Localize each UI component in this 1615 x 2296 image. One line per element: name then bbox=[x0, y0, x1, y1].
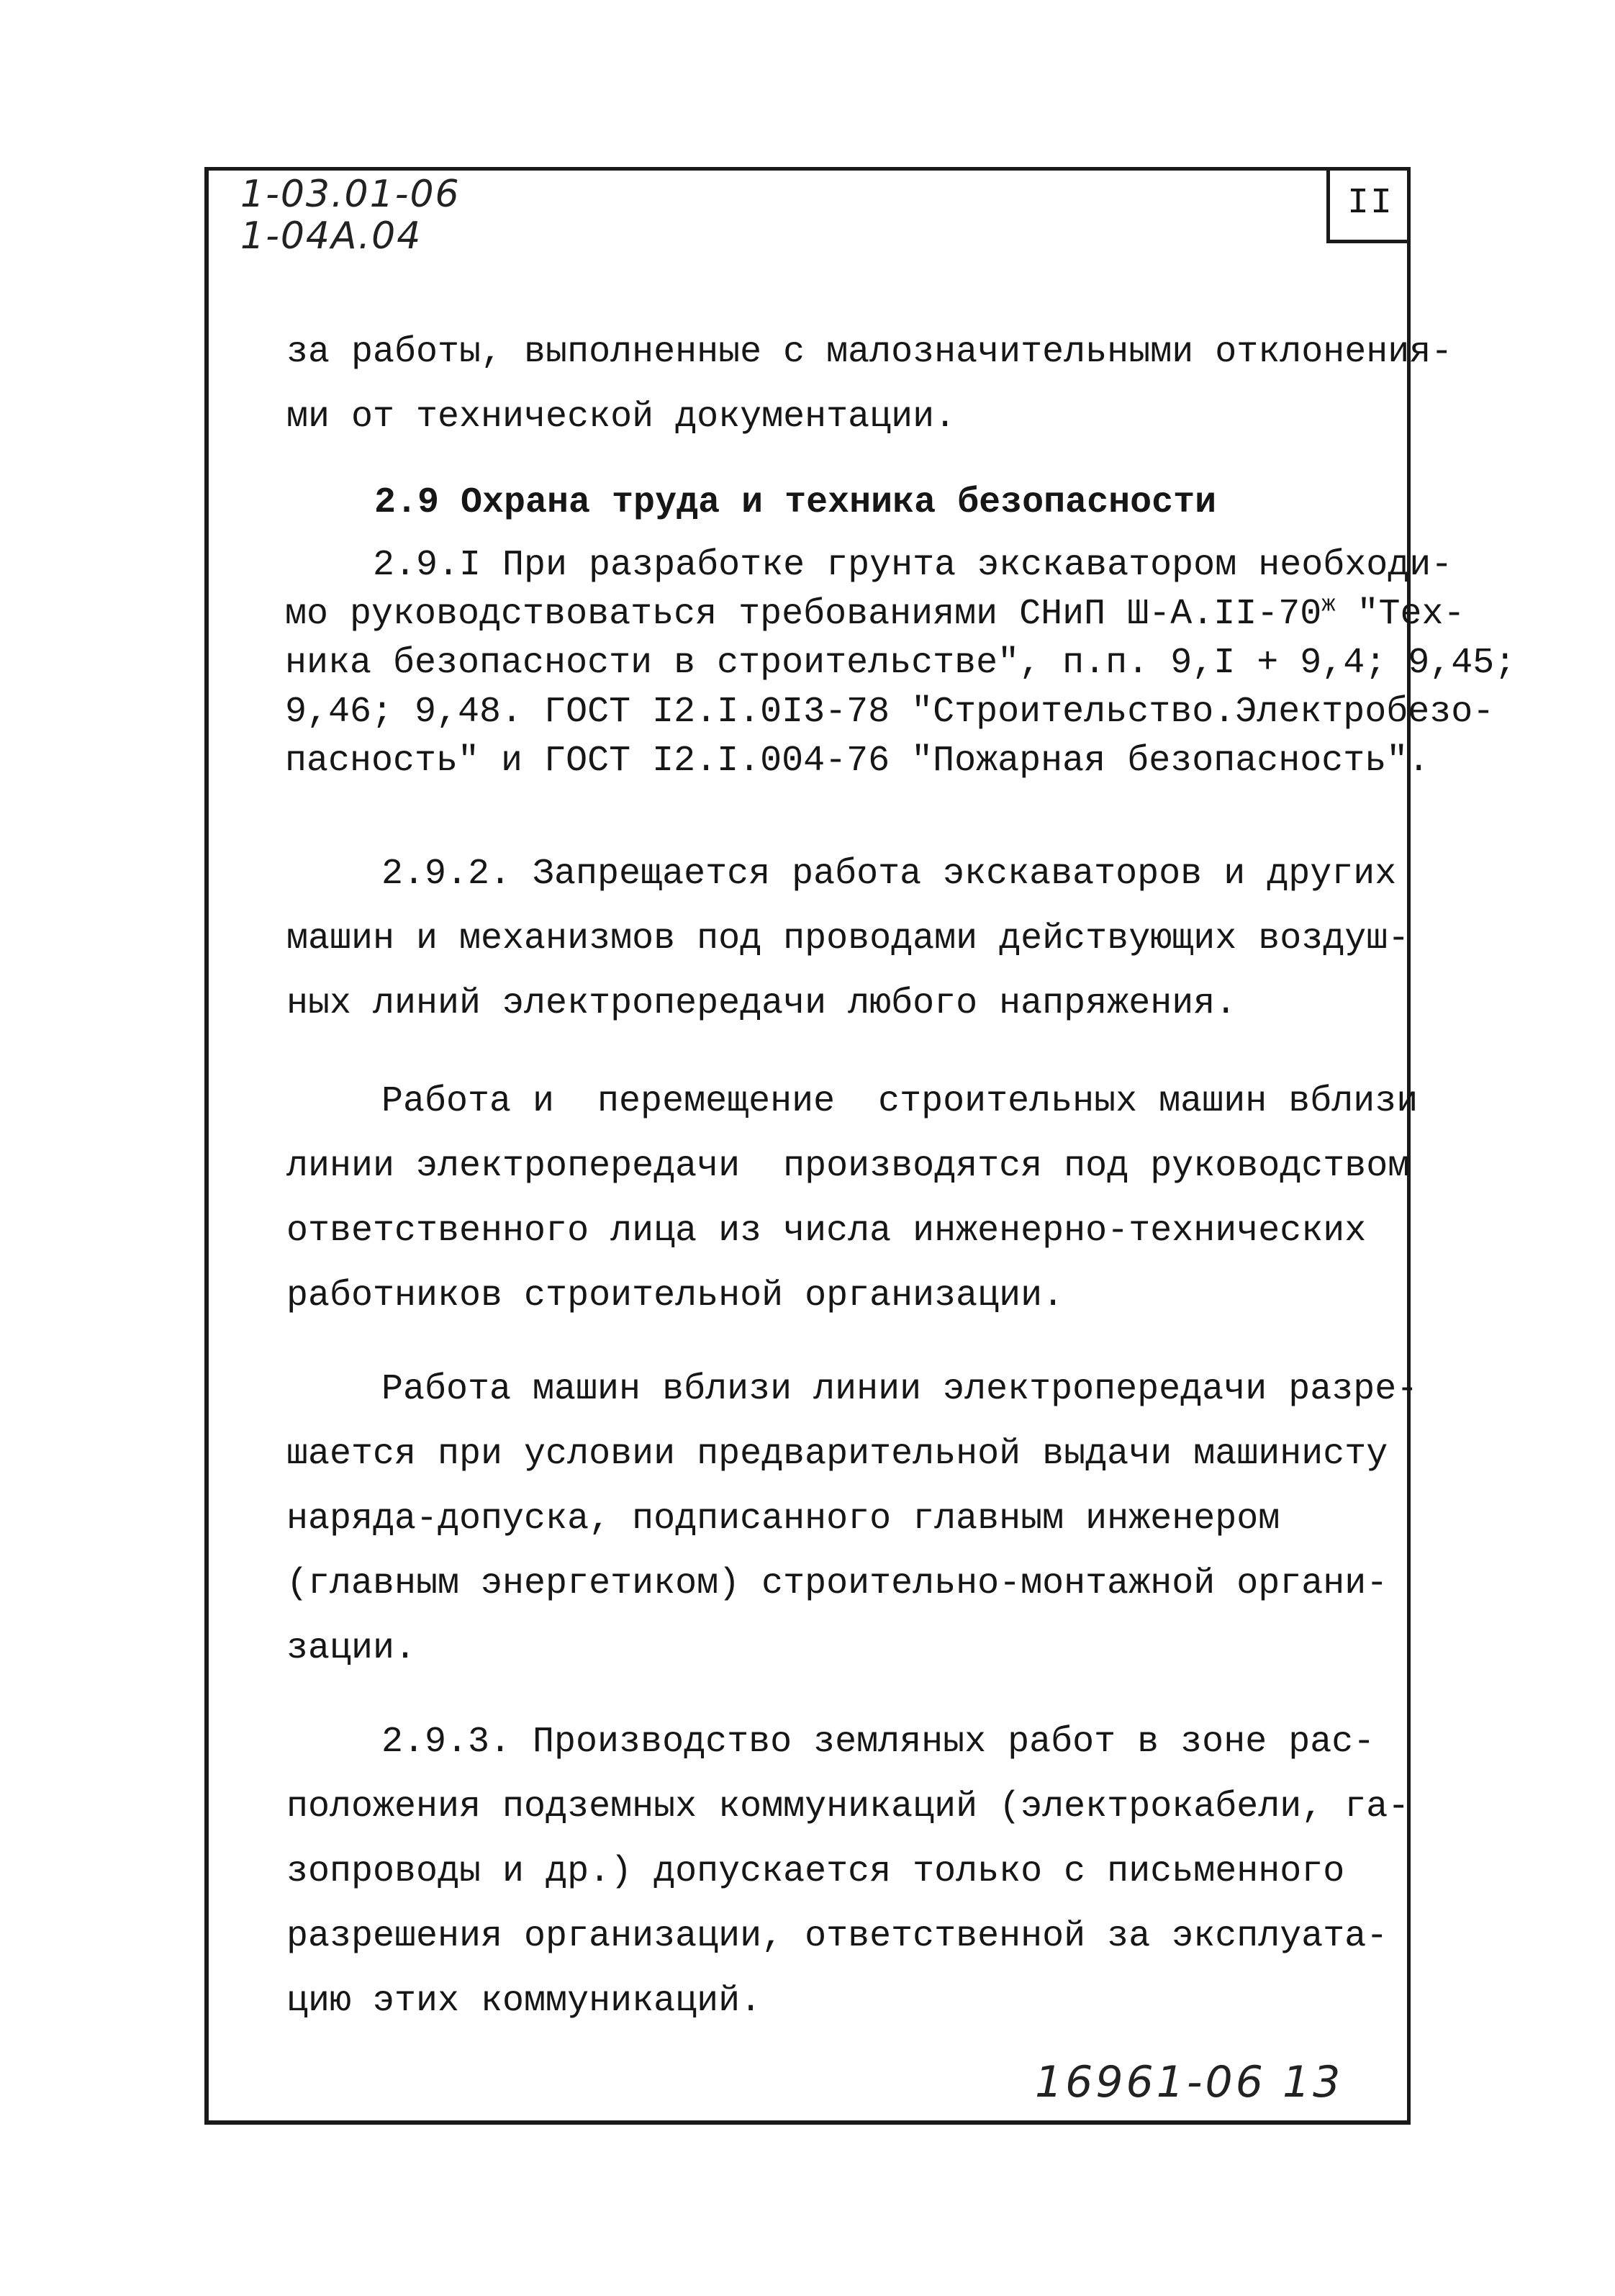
text-line: 9,46; 9,48. ГОСТ I2.I.0I3-78 "Строительство.Электробезо- bbox=[285, 692, 1495, 733]
text-line: зации. bbox=[286, 1628, 417, 1669]
text-line: за работы, выполненные с малозначительными отклонения- bbox=[286, 332, 1453, 373]
text-line: ми от технической документации. bbox=[286, 397, 956, 438]
text-line: мо руководствоваться требованиями СНиП Ш-А.II-70 bbox=[285, 594, 1322, 635]
text-line: Работа машин вблизи линии электропередачи разре- bbox=[381, 1369, 1419, 1410]
text-line: разрешения организации, ответственной за эксплуата- bbox=[286, 1916, 1388, 1957]
text-line: ника безопасности в строительстве", п.п. 9,I + 9,4; 9,45; bbox=[285, 643, 1516, 684]
text-line-tail: "Тех- bbox=[1335, 594, 1465, 635]
section-heading: 2.9 Охрана труда и техника безопасности bbox=[374, 482, 1217, 523]
text-line: пасность" и ГОСТ I2.I.004-76 "Пожарная безопасность". bbox=[285, 741, 1430, 782]
paragraph-2-9-3 bbox=[286, 1710, 1409, 2034]
text-line: 2.9.2. Запрещается работа экскаваторов и других bbox=[381, 854, 1397, 895]
text-line: машин и механизмов под проводами действующих воздуш- bbox=[286, 918, 1410, 959]
paragraph-2-9-1 bbox=[285, 541, 1516, 786]
paragraph-work-near-lines bbox=[286, 1070, 1418, 1329]
footer-code: 16961-06 13 bbox=[1035, 2057, 1344, 2107]
page-number: II bbox=[1347, 183, 1393, 224]
superscript-mark: ж bbox=[1321, 591, 1336, 618]
document-code-2: 1-04А.04 bbox=[240, 214, 422, 258]
paragraph-2-9-2 bbox=[286, 842, 1409, 1036]
text-line: положения подземных коммуникаций (электрокабели, га- bbox=[286, 1786, 1410, 1827]
text-line: наряда-допуска, подписанного главным инженером bbox=[286, 1499, 1280, 1540]
text-line: работников строительной организации. bbox=[286, 1275, 1064, 1316]
text-line: (главным энергетиком) строительно-монтажной органи- bbox=[286, 1563, 1388, 1604]
text-line: шается при условии предварительной выдачи машинисту bbox=[286, 1434, 1388, 1475]
text-line: линии электропередачи производятся под руководством bbox=[286, 1146, 1410, 1187]
text-line: ответственного лица из числа инженерно-технических bbox=[286, 1211, 1367, 1252]
text-line: 2.9.I При разработке грунта экскаватором необходи- bbox=[373, 545, 1453, 586]
paragraph-permit bbox=[286, 1357, 1418, 1681]
text-line: Работа и перемещение строительных машин вблизи bbox=[381, 1081, 1419, 1122]
text-line: зопроводы и др.) допускается только с письменного bbox=[286, 1851, 1345, 1892]
text-line: 2.9.3. Производство земляных работ в зоне рас- bbox=[381, 1722, 1375, 1763]
intro-paragraph bbox=[286, 320, 1452, 450]
text-line: цию этих коммуникаций. bbox=[286, 1981, 762, 2022]
text-line: ных линий электропередачи любого напряжения. bbox=[286, 983, 1237, 1024]
document-code-1: 1-03.01-06 bbox=[240, 173, 461, 216]
page-number-box bbox=[1326, 167, 1411, 243]
